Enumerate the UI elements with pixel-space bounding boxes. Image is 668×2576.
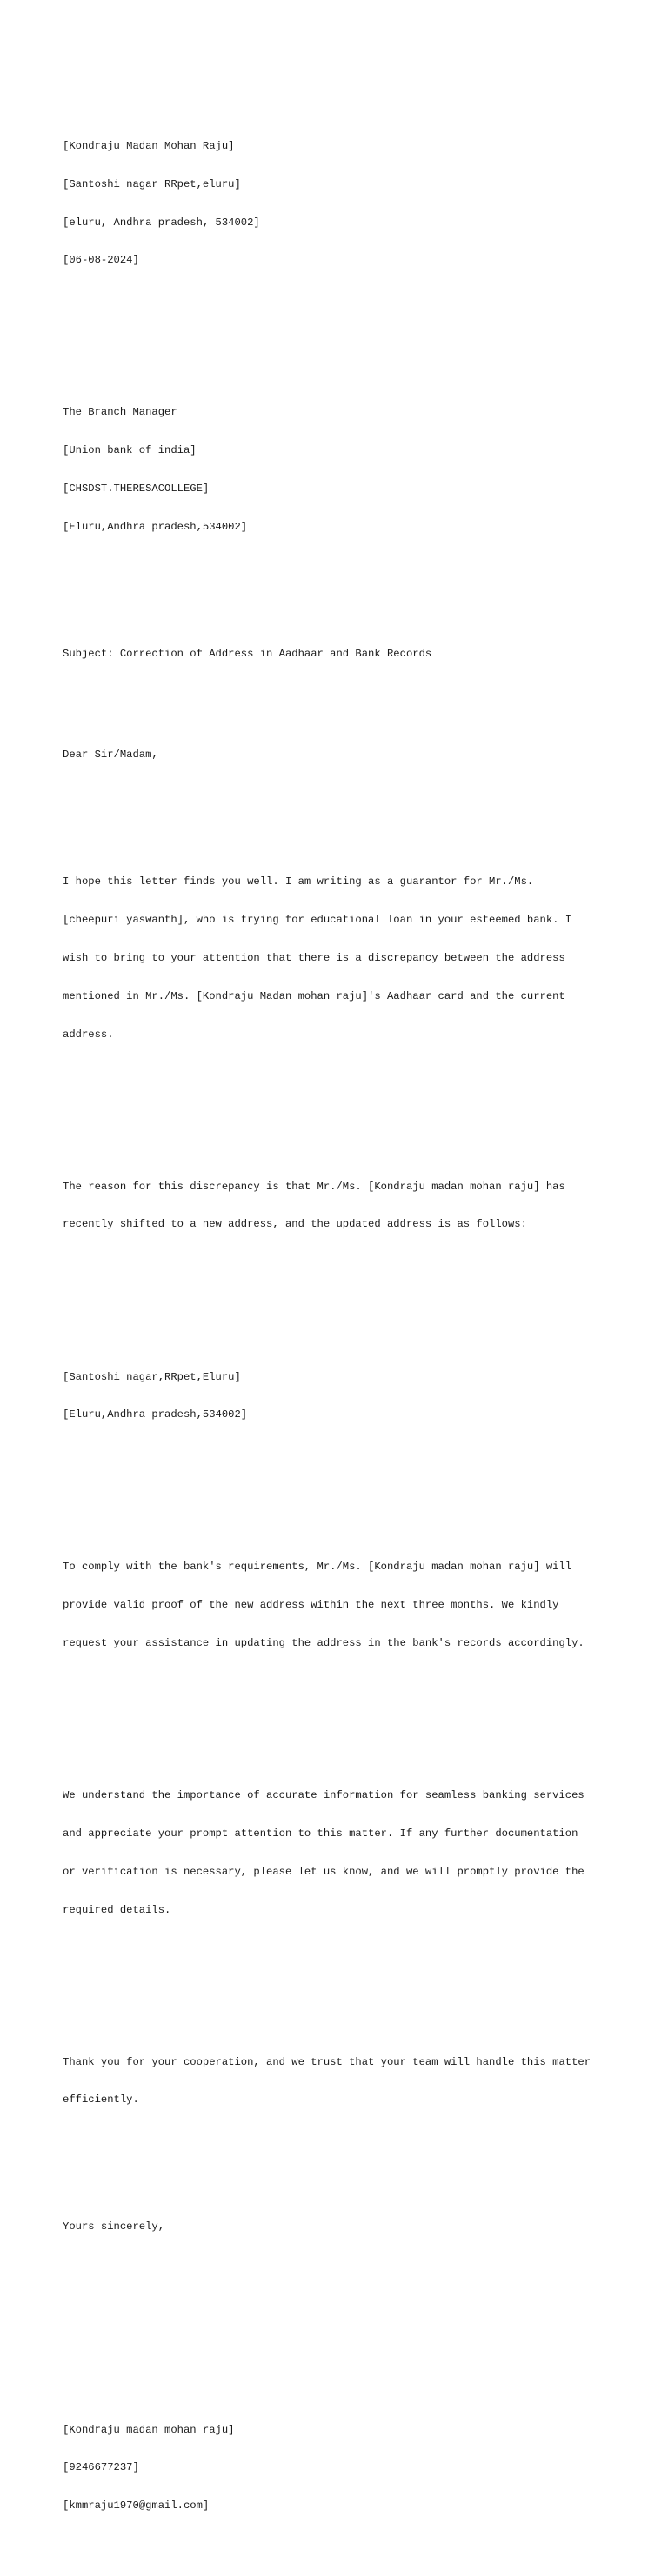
letter-subject: Subject: Correction of Address in Aadhaar and Bank Records [63, 647, 432, 660]
sender-address [63, 115, 619, 292]
spacer [63, 1980, 619, 1993]
signature-space [63, 2272, 619, 2360]
signature-phone: [9246677237] [63, 2461, 139, 2474]
paragraph-line: address. [63, 1028, 114, 1041]
paragraph-4 [63, 1764, 619, 1941]
paragraph-line: efficiently. [63, 2093, 139, 2107]
letter-date: [06-08-2024] [63, 254, 139, 267]
recipient-address [63, 381, 619, 558]
paragraph-line: [cheepuri yaswanth], who is trying for educational loan in your esteemed bank. I [63, 914, 572, 927]
paragraph-line: mentioned in Mr./Ms. [Kondraju Madan mohan raju]'s Aadhaar card and the current [63, 989, 565, 1002]
paragraph-line: The reason for this discrepancy is that Mr./Ms. [Kondraju madan mohan raju] has [63, 1180, 565, 1193]
paragraph-1 [63, 850, 619, 1066]
paragraph-line: recently shifted to a new address, and the updated address is as follows: [63, 1218, 527, 1231]
signature-email: [kmmraju1970@gmail.com] [63, 2499, 210, 2513]
letter-body [63, 77, 619, 2576]
paragraph-line: or verification is necessary, please let us know, and we will promptly provide the [63, 1865, 584, 1878]
spacer [63, 596, 619, 609]
new-address [63, 1345, 619, 1447]
spacer [63, 1104, 619, 1117]
signature-block [63, 2399, 619, 2539]
closing: Yours sincerely, [63, 2220, 165, 2233]
sender-city: [eluru, Andhra pradesh, 534002] [63, 216, 260, 229]
spacer [63, 1485, 619, 1498]
paragraph-line: request your assistance in updating the address in the bank's records accordingly. [63, 1637, 584, 1650]
spacer [63, 698, 619, 711]
paragraph-3 [63, 1535, 619, 1675]
new-address-city: [Eluru,Andhra pradesh,534002] [63, 1408, 248, 1421]
paragraph-5 [63, 2030, 619, 2132]
sender-street: [Santoshi nagar RRpet,eluru] [63, 177, 241, 190]
new-address-street: [Santoshi nagar,RRpet,Eluru] [63, 1370, 241, 1383]
spacer [63, 1714, 619, 1727]
spacer [63, 2170, 619, 2183]
salutation: Dear Sir/Madam, [63, 749, 158, 762]
sender-name: [Kondraju Madan Mohan Raju] [63, 139, 235, 152]
paragraph-line: and appreciate your prompt attention to this matter. If any further documentation [63, 1827, 578, 1840]
paragraph-2 [63, 1155, 619, 1256]
signature-name: [Kondraju madan mohan raju] [63, 2423, 235, 2436]
spacer [63, 1295, 619, 1308]
paragraph-line: We understand the importance of accurate information for seamless banking services [63, 1789, 584, 1802]
paragraph-line: required details. [63, 1903, 171, 1916]
recipient-branch: [CHSDST.THERESACOLLEGE] [63, 483, 210, 495]
paragraph-line: Thank you for your cooperation, and we trust that your team will handle this matter [63, 2055, 591, 2068]
paragraph-line: To comply with the bank's requirements, Mr./Ms. [Kondraju madan mohan raju] will [63, 1561, 572, 1574]
recipient-bank: [Union bank of india] [63, 444, 197, 457]
paragraph-line: I hope this letter finds you well. I am writing as a guarantor for Mr./Ms. [63, 875, 534, 889]
recipient-title: The Branch Manager [63, 406, 177, 419]
paragraph-line: provide valid proof of the new address within the next three months. We kindly [63, 1599, 559, 1612]
spacer [63, 330, 619, 343]
spacer [63, 800, 619, 813]
paragraph-line: wish to bring to your attention that there is a discrepancy between the address [63, 951, 565, 964]
recipient-city: [Eluru,Andhra pradesh,534002] [63, 520, 248, 533]
